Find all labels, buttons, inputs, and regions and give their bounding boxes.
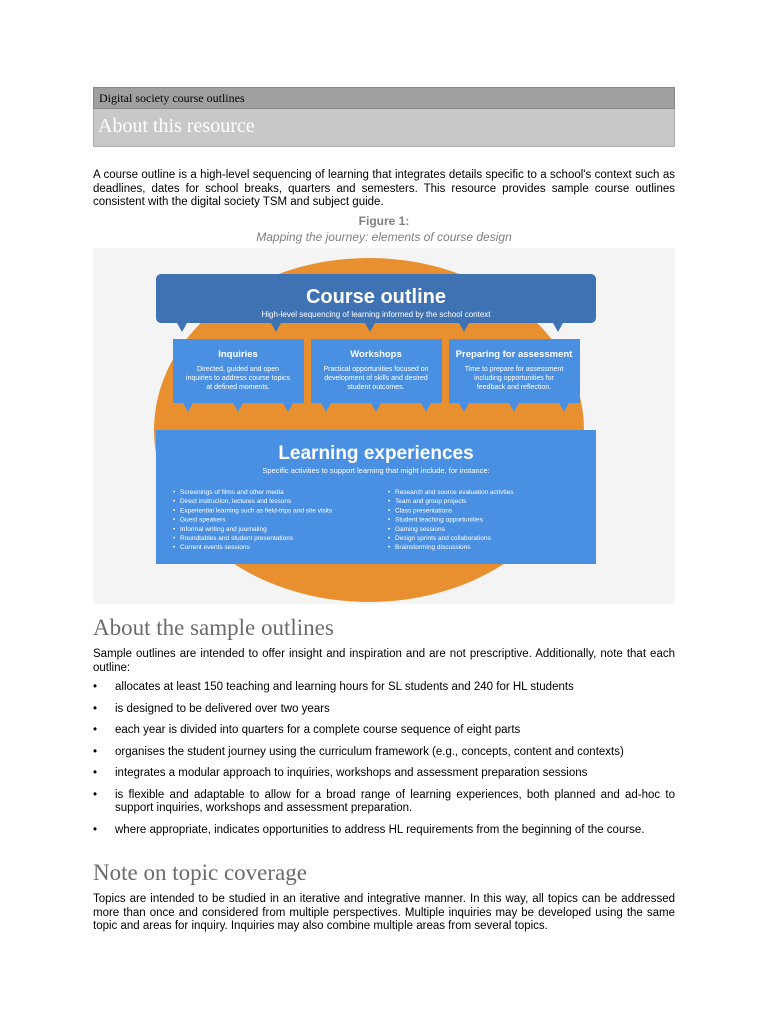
activity-bullet: • [388, 525, 391, 533]
course-design-diagram [93, 248, 675, 604]
inquiries-line-2: inquiries to address course topics [186, 375, 290, 382]
inquiries-box [173, 339, 304, 412]
list-item [93, 767, 675, 781]
list-item [93, 724, 675, 738]
sample-intro: Sample outlines are intended to offer insight and inspiration and are not prescriptive. Additionally, note that each outline: [93, 648, 675, 674]
assessment-line-2: including opportunities for [474, 375, 554, 382]
document-page [93, 87, 675, 932]
bullet-text: each year is divided into quarters for a complete course sequence of eight parts [115, 724, 521, 736]
assessment-box [449, 339, 580, 412]
bullet-text: allocates at least 150 teaching and learning hours for SL students and 240 for HL students [115, 681, 574, 693]
workshops-title: Workshops [350, 349, 402, 360]
activity-item: Direct instruction, lectures and lessons [180, 498, 292, 506]
activity-item: Gaming sessions [395, 525, 445, 533]
activity-item: Roundtables and student presentations [180, 535, 294, 542]
list-item [93, 789, 675, 816]
activity-item: Screenings of films and other media [180, 489, 284, 496]
activity-bullet: • [173, 516, 176, 524]
activity-item: Current events sessions [180, 544, 250, 552]
bullet-dot: • [93, 702, 98, 715]
activity-bullet: • [388, 516, 391, 524]
bullet-text: is designed to be delivered over two years [115, 702, 330, 715]
learning-title: Learning experiences [278, 443, 474, 464]
activity-bullet: • [173, 544, 176, 552]
sample-heading: About the sample outlines [93, 615, 334, 640]
outline-bullet-list [93, 681, 675, 845]
figure-label: Figure 1: [358, 214, 410, 228]
section-title-bar [93, 109, 675, 147]
activity-item: Experiential learning such as field-trips and site visits [180, 507, 333, 515]
note-paragraph: Topics are intended to be studied in an iterative and integrative manner. In this way, all topics can be addressed more than once and considered from multiple perspectives. Multiple inquiries may be developed using the same topic and areas for inquiry. Inquiries may also combine multiple areas from several topics. [93, 893, 675, 932]
activity-bullet: • [388, 544, 391, 552]
bullet-dot: • [93, 767, 98, 779]
figure-caption: Mapping the journey: elements of course design [256, 230, 512, 244]
workshops-box [311, 339, 442, 412]
bullet-dot: • [93, 745, 98, 758]
bullet-text: where appropriate, indicates opportunities to address HL requirements from the beginning of the course. [115, 823, 645, 836]
activity-bullet: • [388, 498, 391, 506]
list-item [93, 681, 675, 695]
bullet-text: organises the student journey using the curriculum framework (e.g., concepts, content and contexts) [115, 745, 624, 758]
inquiries-line-3: at defined moments. [206, 384, 270, 391]
activity-item: Informal writing and journaling [180, 525, 267, 533]
document-title-bar [93, 87, 675, 109]
activity-bullet: • [388, 507, 391, 515]
banner-title: Course outline [305, 286, 447, 308]
learning-experiences-panel [156, 430, 596, 564]
banner-subtitle: High-level sequencing of learning informed by the school context [261, 310, 491, 319]
activity-item: Design sprints and collaborations [395, 535, 491, 542]
inquiries-title: Inquiries [218, 349, 258, 360]
workshops-line-2: development of skills and desired [324, 375, 428, 382]
note-heading: Note on topic coverage [93, 860, 307, 885]
section-title: About this resource [98, 115, 255, 137]
bullet-text: integrates a modular approach to inquiries, workshops and assessment preparation sessions [115, 767, 588, 779]
activity-item: Student teaching opportunities [395, 516, 483, 524]
workshops-line-3: student outcomes. [347, 384, 405, 391]
bullet-dot: • [93, 788, 98, 801]
learning-subtitle: Specific activities to support learning that might include, for instance: [262, 466, 490, 475]
bullet-dot: • [93, 724, 98, 736]
inquiries-line-1: Directed, guided and open [196, 366, 280, 373]
document-title: Digital society course outlines [99, 91, 245, 105]
assessment-title: Preparing for assessment [455, 349, 573, 360]
bullet-dot: • [93, 823, 98, 836]
activity-bullet: • [173, 498, 176, 506]
bullet-text: is flexible and adaptable to allow for a broad range of learning experiences, both planned and ad-hoc to support inquiries, workshops and assessment preparation. [115, 788, 675, 814]
workshops-line-1: Practical opportunities focused on [323, 366, 429, 373]
activity-bullet: • [173, 507, 176, 515]
activity-item: Class presentations [395, 507, 453, 515]
activity-bullet: • [388, 535, 391, 542]
list-item [93, 746, 675, 760]
activity-bullet: • [173, 489, 176, 496]
activity-item: Team and group projects [395, 498, 467, 506]
activity-bullet: • [173, 535, 176, 542]
assessment-line-1: Time to prepare for assessment [464, 366, 564, 373]
list-item [93, 703, 675, 717]
activity-bullet: • [173, 525, 176, 533]
activity-item: Research and source evaluation activties [395, 489, 514, 496]
list-item [93, 824, 675, 838]
assessment-line-3: feedback and reflection. [476, 384, 552, 391]
activity-item: Guest speakers [180, 516, 226, 524]
activity-item: Brainstorming discussions [395, 544, 471, 552]
intro-paragraph: A course outline is a high-level sequencing of learning that integrates details specific to a school's context such as deadlines, dates for school breaks, quarters and semesters. This resource provides sample course outlines consistent with the digital society TSM and subject guide. [93, 169, 675, 208]
activity-bullet: • [388, 489, 391, 496]
bullet-dot: • [93, 681, 98, 693]
